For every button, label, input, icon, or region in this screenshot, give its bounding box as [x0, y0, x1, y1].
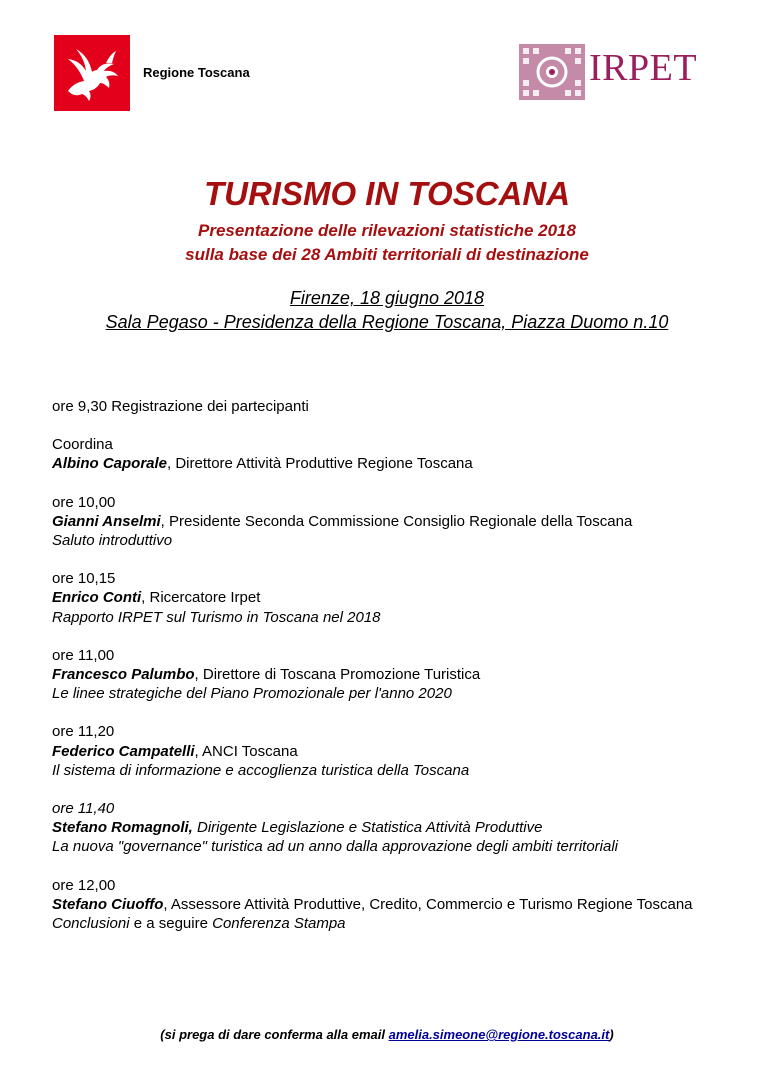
agenda-item — [52, 799, 722, 857]
program-agenda — [52, 397, 722, 952]
agenda-time: ore 11,20 — [52, 723, 115, 741]
agenda-speaker: Stefano Ciuoffo — [52, 895, 164, 913]
irpet-logo-mark — [519, 44, 585, 100]
registration-line: ore 9,30 Registrazione dei partecipanti — [52, 398, 309, 415]
chair-line — [52, 454, 722, 473]
agenda-role: , Assessore Attività Produttive, Credito, Commercio e Turismo Regione Toscana — [163, 895, 693, 913]
agenda-item — [52, 569, 722, 627]
subtitle-line-1: Presentazione delle rilevazioni statistiche 2018 — [198, 221, 576, 240]
regione-toscana-logo — [54, 35, 130, 111]
agenda-time: ore 12,00 — [52, 876, 116, 894]
agenda-speaker-line — [52, 512, 722, 531]
agenda-role: Dirigente Legislazione e Statistica Attività Produttive — [192, 819, 543, 837]
event-date: Firenze, 18 giugno 2018 — [289, 288, 485, 308]
chair-block — [52, 435, 722, 473]
agenda-topic-connector: e a seguire — [129, 915, 213, 933]
agenda-role: , Presidente Seconda Commissione Consiglio Regionale della Toscana — [160, 512, 633, 530]
agenda-topic-press: Conferenza Stampa — [212, 915, 346, 933]
subtitle-line-2: sulla base dei 28 Ambiti territoriali di destinazione — [185, 245, 589, 264]
chair-role: , Direttore Attività Produttive Regione Toscana — [167, 455, 473, 473]
agenda-speaker: Gianni Anselmi — [52, 512, 161, 530]
agenda-speaker-line — [52, 588, 722, 607]
agenda-topic: Conclusioni — [52, 915, 130, 933]
agenda-speaker: Federico Campatelli — [52, 742, 195, 760]
agenda-speaker-line — [52, 895, 722, 914]
pegasus-icon — [54, 35, 130, 111]
agenda-topic: Saluto introduttivo — [52, 532, 173, 550]
agenda-time: ore 10,15 — [52, 570, 116, 588]
footer-suffix: ) — [609, 1027, 614, 1042]
agenda-role: , ANCI Toscana — [194, 742, 298, 760]
agenda-topic: Rapporto IRPET sul Turismo in Toscana nel 2018 — [52, 608, 381, 626]
regione-toscana-label: Regione Toscana — [143, 65, 250, 80]
agenda-item — [52, 722, 722, 780]
agenda-speaker-line — [52, 665, 722, 684]
chair-label: Coordina — [52, 436, 113, 454]
agenda-item — [52, 493, 722, 551]
page-title: TURISMO IN TOSCANA — [203, 175, 571, 212]
agenda-topic: La nuova "governance" turistica ad un anno dalla approvazione degli ambiti territoriali — [52, 838, 618, 856]
registration-block — [52, 397, 722, 416]
agenda-item — [52, 646, 722, 704]
agenda-item — [52, 876, 722, 934]
agenda-speaker-line — [52, 818, 722, 837]
chair-name: Albino Caporale — [52, 455, 168, 473]
agenda-speaker: Francesco Palumbo — [52, 666, 195, 684]
agenda-topic: Il sistema di informazione e accoglienza turistica della Toscana — [52, 761, 470, 779]
email-link[interactable]: amelia.simeone@regione.toscana.it — [388, 1027, 610, 1042]
agenda-time: ore 11,00 — [52, 646, 115, 664]
agenda-speaker-line — [52, 742, 722, 761]
agenda-topic-line — [52, 914, 722, 933]
agenda-speaker: Enrico Conti — [52, 589, 142, 607]
agenda-role: , Ricercatore Irpet — [141, 589, 261, 607]
event-place: Sala Pegaso - Presidenza della Regione Toscana, Piazza Duomo n.10 — [105, 312, 669, 332]
agenda-speaker: Stefano Romagnoli, — [52, 819, 193, 837]
agenda-time: ore 11,40 — [52, 800, 115, 818]
rsvp-footer — [0, 1027, 774, 1042]
irpet-wordmark: IRPET — [589, 47, 698, 89]
agenda-time: ore 10,00 — [52, 493, 116, 511]
agenda-topic: Le linee strategiche del Piano Promozionale per l'anno 2020 — [52, 685, 452, 703]
footer-prefix: (si prega di dare conferma alla email — [160, 1027, 389, 1042]
agenda-role: , Direttore di Toscana Promozione Turistica — [194, 666, 481, 684]
